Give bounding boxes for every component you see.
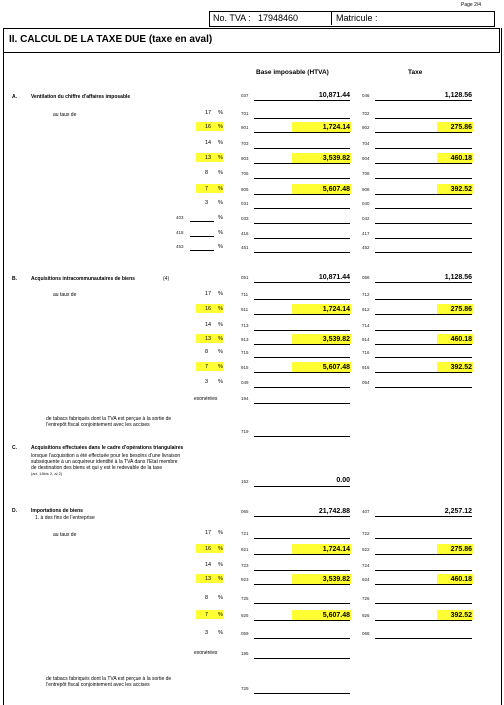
tax-code: 902 [362, 125, 370, 130]
column-header-tax: Taxe [408, 69, 423, 76]
tax-field-line [375, 299, 472, 300]
section-c-desc2: subséquente à un acquéreur identifié à la TVA dans l’Etat membre [31, 459, 178, 465]
tax-amount[interactable]: 392.52 [450, 364, 472, 371]
base-amount[interactable]: 5,607.48 [322, 364, 350, 371]
base-field-line [254, 516, 350, 517]
tax-code: 724 [362, 563, 370, 568]
base-field-line [254, 194, 350, 195]
section-d-sub1: 1. à des fins de l’entreprise [35, 515, 95, 521]
percent-sign: % [218, 576, 223, 582]
percent-sign: % [218, 595, 223, 601]
section-c-line [254, 486, 350, 487]
rate-value: 17 [205, 530, 212, 536]
rate-input-line [190, 236, 214, 237]
tva-label: No. TVA : [213, 13, 251, 23]
pre-code: 418 [176, 230, 184, 235]
base-field-line [254, 252, 350, 253]
base-field-line [254, 603, 350, 604]
tax-amount[interactable]: 275.86 [450, 546, 472, 553]
section-label-b-suffix: (4) [163, 276, 170, 282]
base-amount[interactable]: 5,607.48 [322, 186, 350, 193]
pre-code: 453 [176, 244, 184, 249]
base-field-line [254, 282, 350, 283]
base-amount[interactable]: 3,539.82 [322, 155, 350, 162]
tax-field-line [375, 163, 472, 164]
base-field-line [254, 538, 350, 539]
base-code: 721 [241, 531, 249, 536]
tax-code: 924 [362, 577, 370, 582]
tax-code: 417 [362, 231, 370, 236]
section-label-c: Acquisitions effectuées dans le cadre d’opérations triangulaires [31, 445, 184, 451]
base-amount[interactable]: 3,539.82 [322, 336, 350, 343]
base-code: 921 [241, 547, 249, 552]
base-field-line [254, 357, 350, 358]
section-c-amount[interactable]: 0.00 [336, 477, 350, 484]
percent-sign: % [218, 546, 223, 552]
percent-sign: % [218, 186, 223, 192]
base-field-line [254, 208, 350, 209]
tva-number[interactable]: 17948460 [258, 13, 299, 23]
tax-code: 040 [362, 201, 370, 206]
base-code: 037 [241, 93, 249, 98]
section-c-desc1: lorsque l’acquisition a été effectuée pour les besoins d’une livraison [31, 453, 181, 459]
tax-amount[interactable]: 275.86 [450, 306, 472, 313]
tax-amount[interactable]: 392.52 [450, 612, 472, 619]
section-c-code: 152 [241, 479, 249, 484]
tabac-code-d: 729 [241, 686, 249, 691]
tabac-line2-b: l’entrepôt fiscal conjointement avec les accises [46, 422, 150, 428]
tax-field-line [375, 238, 472, 239]
percent-sign: % [218, 155, 223, 161]
tax-code: 912 [362, 307, 370, 312]
base-amount[interactable]: 3,539.82 [322, 576, 350, 583]
exempt-line-b [254, 403, 350, 404]
rate-value: 14 [205, 562, 212, 568]
rate-value: 3 [205, 200, 209, 206]
tax-field-line [375, 620, 472, 621]
tax-code: 916 [362, 365, 370, 370]
base-code: 049 [241, 380, 249, 385]
tax-code: 714 [362, 323, 370, 328]
tax-code: 922 [362, 547, 370, 552]
base-code: 905 [241, 187, 249, 192]
percent-sign: % [218, 215, 223, 221]
tax-field-line [375, 282, 472, 283]
base-code: 913 [241, 337, 249, 342]
rate-value: 7 [205, 186, 209, 192]
tax-code: 042 [362, 216, 370, 221]
section-title: II. CALCUL DE LA TAXE DUE (taxe en aval) [9, 34, 213, 45]
section-letter-c: C. [12, 445, 17, 451]
tax-code: 704 [362, 141, 370, 146]
rate-value: 13 [205, 155, 212, 161]
base-field-line [254, 554, 350, 555]
rate-value: 8 [205, 595, 209, 601]
exempt-code-d: 195 [241, 651, 249, 656]
base-amount[interactable]: 10,871.44 [318, 274, 350, 281]
tax-field-line [375, 570, 472, 571]
exempt-label-b: exonérées [194, 396, 218, 402]
percent-sign: % [218, 291, 223, 297]
tax-field-line [375, 148, 472, 149]
rate-value: 16 [205, 124, 212, 130]
percent-sign: % [218, 124, 223, 130]
percent-sign: % [218, 379, 223, 385]
percent-sign: % [218, 336, 223, 342]
base-code: 903 [241, 156, 249, 161]
tax-field-line [375, 516, 472, 517]
tax-code: 904 [362, 156, 370, 161]
tabac-line1-d: de tabacs fabriqués dont la TVA est perçue à la sortie de [46, 676, 172, 682]
exempt-line-d [254, 658, 350, 659]
percent-sign: % [218, 306, 223, 312]
tax-field-line [375, 208, 472, 209]
base-code: 051 [241, 275, 249, 280]
rate-input-line [190, 221, 214, 222]
section-c-desc3: de destination des biens et qui y est le redevable de la taxe [31, 465, 163, 471]
tax-field-line [375, 314, 472, 315]
section-label-b: Acquisitions intracommunautaires de biens [31, 276, 135, 282]
base-code: 031 [241, 201, 249, 206]
tax-field-line [375, 344, 472, 345]
rate-value: 13 [205, 576, 212, 582]
tabac-line1-b: de tabacs fabriqués dont la TVA est perçue à la sortie de [46, 416, 172, 422]
column-header-base: Base imposable (HTVA) [256, 69, 329, 76]
tax-amount[interactable]: 1,128.56 [444, 92, 472, 99]
base-code: 715 [241, 350, 249, 355]
rate-value: 8 [205, 170, 209, 176]
base-field-line [254, 372, 350, 373]
base-field-line [254, 148, 350, 149]
percent-sign: % [218, 530, 223, 536]
tax-field-line [375, 178, 472, 179]
rate-value: 14 [205, 140, 212, 146]
rate-value: 13 [205, 336, 212, 342]
base-code: 713 [241, 323, 249, 328]
base-code: 711 [241, 292, 249, 297]
tax-field-line [375, 603, 472, 604]
base-field-line [254, 344, 350, 345]
rate-value: 16 [205, 306, 212, 312]
rate-input-line [190, 250, 214, 251]
tax-amount[interactable]: 2,257.12 [444, 508, 472, 515]
tax-code: 046 [362, 93, 370, 98]
header-separator [331, 11, 332, 25]
tax-amount[interactable]: 1,128.56 [444, 274, 472, 281]
base-code: 059 [241, 631, 249, 636]
percent-sign: % [218, 230, 223, 236]
section-letter-d: D. [12, 508, 17, 514]
exempt-code-b: 194 [241, 396, 249, 401]
tax-code: 706 [362, 171, 370, 176]
base-field-line [254, 100, 350, 101]
base-code: 033 [241, 216, 249, 221]
section-label-a: Ventilation du chiffre d’affaires imposable [31, 94, 131, 100]
tax-field-line [375, 118, 472, 119]
rate-value: 7 [205, 612, 209, 618]
exempt-label-d: exonérées [194, 650, 218, 656]
tax-amount[interactable]: 275.86 [450, 124, 472, 131]
percent-sign: % [218, 630, 223, 636]
tax-code: 054 [362, 380, 370, 385]
section-letter-a: A. [12, 94, 17, 100]
tax-code: 452 [362, 245, 370, 250]
tax-code: 914 [362, 337, 370, 342]
base-code: 701 [241, 111, 249, 116]
base-field-line [254, 584, 350, 585]
page-number: Page 2/4 [461, 2, 482, 8]
rate-value: 3 [205, 379, 209, 385]
base-code: 416 [241, 231, 249, 236]
rate-value: 3 [205, 630, 209, 636]
base-field-line [254, 330, 350, 331]
base-field-line [254, 118, 350, 119]
base-code: 723 [241, 563, 249, 568]
base-code: 925 [241, 613, 249, 618]
rate-intro-d: au taux de [53, 532, 77, 538]
tax-field-line [375, 372, 472, 373]
base-field-line [254, 132, 350, 133]
rate-value: 17 [205, 110, 212, 116]
percent-sign: % [218, 322, 223, 328]
base-field-line [254, 570, 350, 571]
tabac-line2-d: l’entrepôt fiscal conjointement avec les accises [46, 682, 150, 688]
base-amount[interactable]: 10,871.44 [318, 92, 350, 99]
tabac-line-d [254, 693, 350, 694]
tax-code: 716 [362, 350, 370, 355]
base-field-line [254, 314, 350, 315]
tax-field-line [375, 357, 472, 358]
base-field-line [254, 178, 350, 179]
tax-field-line [375, 538, 472, 539]
percent-sign: % [218, 364, 223, 370]
percent-sign: % [218, 349, 223, 355]
section-c-desc4: (art. 18bis 2, al 2) [31, 471, 63, 476]
base-code: 065 [241, 509, 249, 514]
tax-field-line [375, 330, 472, 331]
tax-field-line [375, 194, 472, 195]
rate-value: 14 [205, 322, 212, 328]
tax-code: 926 [362, 613, 370, 618]
base-field-line [254, 163, 350, 164]
tax-field-line [375, 584, 472, 585]
rate-intro-a: au taux de [53, 112, 77, 118]
tax-code: 407 [362, 509, 370, 514]
percent-sign: % [218, 170, 223, 176]
section-label-d: Importations de biens [31, 508, 83, 514]
base-amount[interactable]: 1,724.14 [322, 306, 350, 313]
rate-value: 7 [205, 364, 209, 370]
base-field-line [254, 223, 350, 224]
base-code: 705 [241, 171, 249, 176]
matricule-label: Matricule : [336, 13, 378, 23]
base-code: 915 [241, 365, 249, 370]
tax-field-line [375, 638, 472, 639]
rate-value: 16 [205, 546, 212, 552]
base-amount[interactable]: 21,742.88 [318, 508, 350, 515]
base-field-line [254, 238, 350, 239]
rate-value: 8 [205, 349, 209, 355]
pre-code: 403 [176, 215, 184, 220]
tax-code: 712 [362, 292, 370, 297]
tax-field-line [375, 132, 472, 133]
rate-value: 17 [205, 291, 212, 297]
tax-amount[interactable]: 460.18 [450, 336, 472, 343]
tax-code: 726 [362, 596, 370, 601]
base-code: 451 [241, 245, 249, 250]
tax-code: 068 [362, 631, 370, 636]
tax-code: 056 [362, 275, 370, 280]
base-code: 911 [241, 307, 249, 312]
tax-field-line [375, 387, 472, 388]
tabac-line-b [254, 436, 350, 437]
percent-sign: % [218, 110, 223, 116]
base-code: 923 [241, 577, 249, 582]
base-amount[interactable]: 5,607.48 [322, 612, 350, 619]
tax-amount[interactable]: 392.52 [450, 186, 472, 193]
tax-field-line [375, 223, 472, 224]
tax-field-line [375, 100, 472, 101]
section-letter-b: B. [12, 276, 17, 282]
percent-sign: % [218, 200, 223, 206]
base-field-line [254, 638, 350, 639]
base-code: 703 [241, 141, 249, 146]
percent-sign: % [218, 612, 223, 618]
tax-field-line [375, 554, 472, 555]
base-amount[interactable]: 1,724.14 [322, 546, 350, 553]
base-field-line [254, 299, 350, 300]
tabac-code-b: 719 [241, 429, 249, 434]
percent-sign: % [218, 244, 223, 250]
base-code: 901 [241, 125, 249, 130]
base-field-line [254, 387, 350, 388]
percent-sign: % [218, 562, 223, 568]
tax-amount[interactable]: 460.18 [450, 155, 472, 162]
tax-amount[interactable]: 460.18 [450, 576, 472, 583]
tax-code: 722 [362, 531, 370, 536]
base-amount[interactable]: 1,724.14 [322, 124, 350, 131]
base-field-line [254, 620, 350, 621]
percent-sign: % [218, 140, 223, 146]
rate-intro-b: au taux de [53, 292, 77, 298]
tax-field-line [375, 252, 472, 253]
tax-code: 906 [362, 187, 370, 192]
base-code: 725 [241, 596, 249, 601]
tax-code: 702 [362, 111, 370, 116]
